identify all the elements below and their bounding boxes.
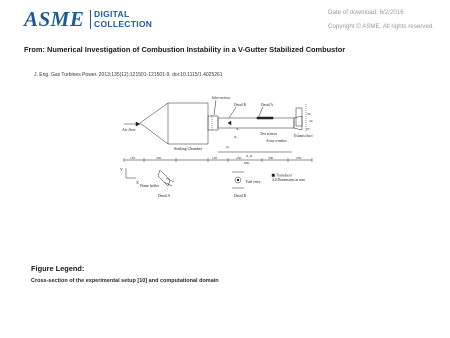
exhaust-duct-label: Exhaust duct [294, 134, 313, 138]
dim-25: 25 [306, 127, 310, 131]
array-window-label: Array window [266, 139, 287, 143]
copyright-notice: Copyright © ASME. All rights reserved. [328, 23, 435, 30]
figure-legend-heading: Figure Legend: [31, 264, 85, 273]
fuel-entry-inner [237, 179, 239, 181]
v-gutter [228, 121, 231, 125]
inlet-leader [214, 100, 216, 115]
settling-chamber [140, 103, 208, 144]
detail-a-caption: Detail A [158, 194, 171, 198]
air-flow-label: Air flow [122, 127, 136, 132]
dim-30: 30 [307, 112, 311, 116]
logo-divider [90, 10, 91, 29]
experimental-setup-figure [116, 86, 334, 248]
article-title: From: Numerical Investigation of Combustion Instability in a V-Gutter Stabilized Combustor [24, 45, 346, 54]
units-note: All Dimensions in mm [272, 178, 305, 182]
flame-holder-drawing [158, 170, 170, 186]
x-axis-label: X [136, 180, 139, 185]
air-flow-arrowhead [136, 122, 140, 126]
detail-b-caption: Detail B [234, 194, 247, 198]
exhaust-duct [294, 116, 302, 130]
x2-label: X₂ [234, 135, 238, 139]
article-citation: J. Eng. Gas Turbines Power. 2013;135(12):121501-121501-9. doi:10.1115/1.4025261 [34, 72, 223, 78]
inlet-section [208, 116, 218, 130]
dimension-label: 165 [212, 156, 218, 160]
logo-subtitle-line1: DIGITAL [94, 9, 130, 19]
figure-legend-text: Cross-section of the experimental setup [10] and computational domain [31, 278, 219, 284]
array-window-strip [257, 117, 273, 119]
transducer-label: Transducer [276, 173, 293, 178]
x0-label: X₀ [226, 145, 230, 149]
test-section-label: Test section [260, 132, 278, 136]
dim-690: 690 [244, 161, 250, 165]
fuel-entry-label: Fuel entry [246, 180, 261, 184]
detail-b-label: Detail B [234, 103, 247, 107]
download-date: Date of download: 6/2/2016 [328, 9, 404, 16]
logo-text: ASME [24, 7, 85, 31]
x1-label: X₁ [236, 127, 240, 131]
flame-holder-label: Flame holder [140, 184, 160, 188]
dimension-label: 110 [130, 156, 136, 160]
dim-50: 50 [309, 119, 313, 123]
dimension-label: 250 [296, 156, 302, 160]
settling-chamber-label: Settling Chamber [174, 146, 203, 151]
detail-a-leader [258, 107, 263, 118]
dimension-label: 250 [236, 156, 242, 160]
xr-label: X_R [246, 154, 253, 158]
y-axis-label: Y [120, 167, 123, 172]
inlet-section-label: Inlet section [212, 96, 230, 100]
logo-subtitle [94, 10, 152, 29]
transducer-key-icon [272, 174, 275, 177]
dimension-label: 595 [156, 156, 162, 160]
logo-subtitle-line2: COLLECTION [94, 18, 153, 29]
detail-a-label: Detail A [261, 103, 274, 107]
dimension-label: 330 [268, 156, 274, 160]
asme-digital-collection-logo [24, 8, 152, 32]
detail-b-leader [229, 107, 236, 118]
